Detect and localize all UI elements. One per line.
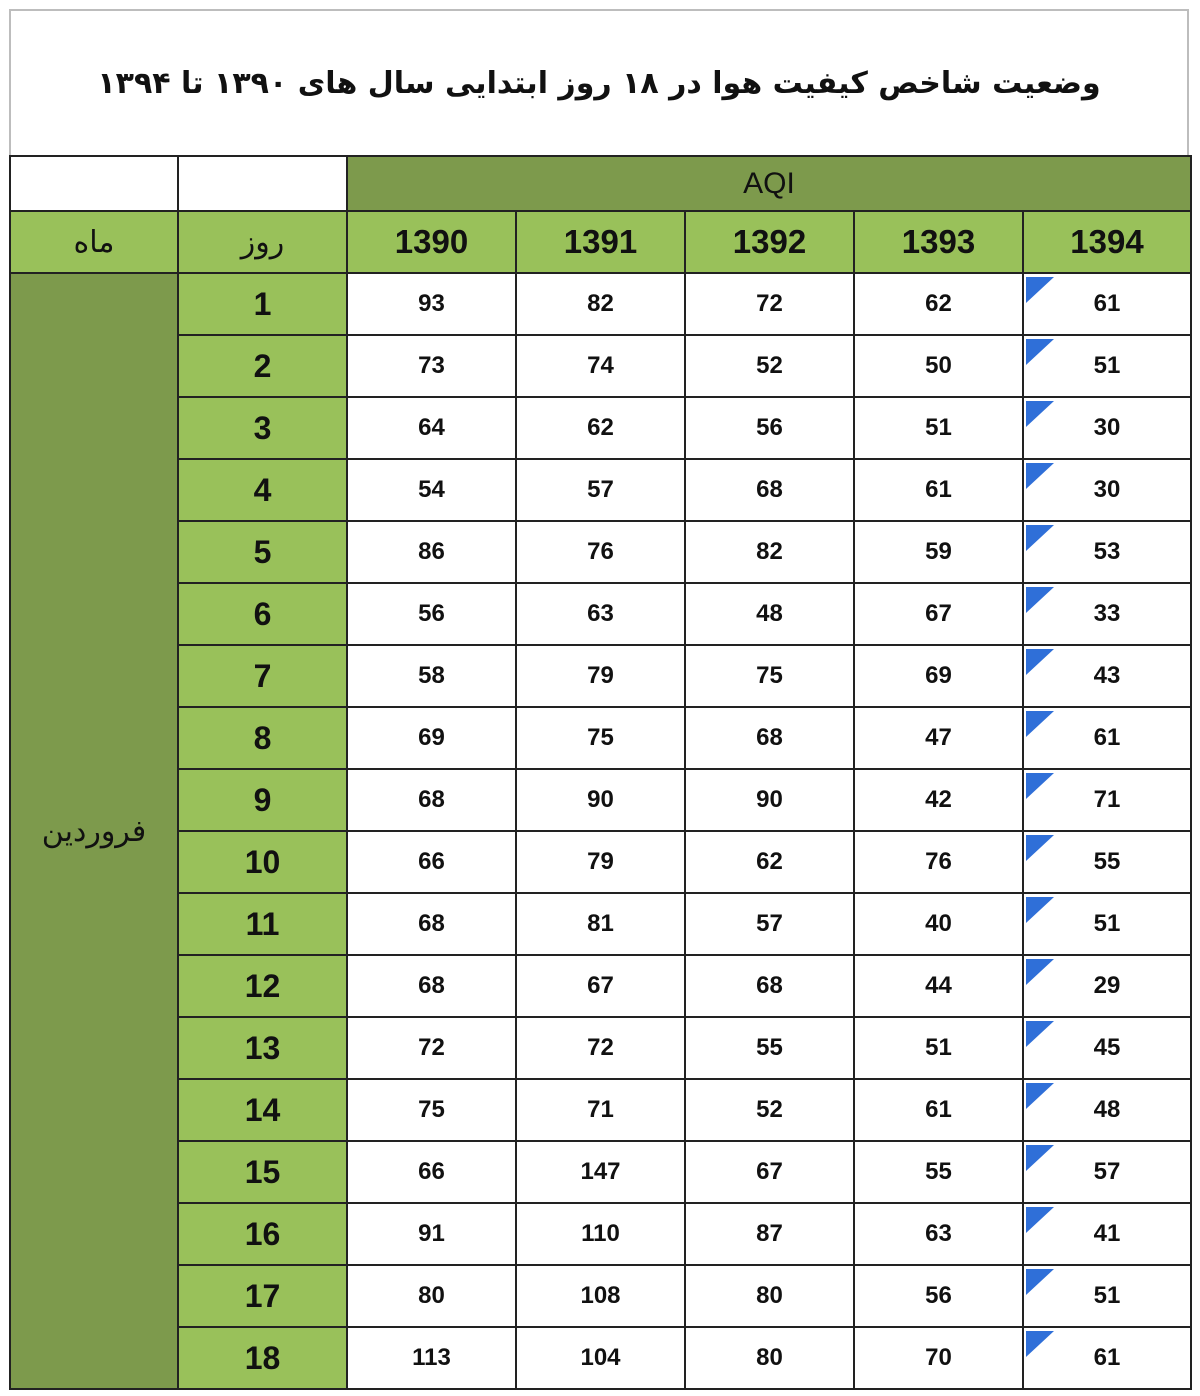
aqi-value: 56 bbox=[418, 600, 445, 627]
aqi-value: 76 bbox=[925, 848, 952, 875]
aqi-value-cell bbox=[685, 769, 854, 831]
aqi-value-cell bbox=[516, 273, 685, 335]
comment-flag-icon bbox=[1026, 1083, 1054, 1109]
aqi-value-cell bbox=[347, 707, 516, 769]
comment-flag-icon bbox=[1026, 587, 1054, 613]
aqi-value: 108 bbox=[580, 1282, 621, 1309]
aqi-value: 51 bbox=[1093, 352, 1121, 379]
aqi-value: 51 bbox=[1093, 910, 1121, 937]
day-cell: 15 bbox=[178, 1141, 347, 1203]
day-cell: 8 bbox=[178, 707, 347, 769]
aqi-value: 67 bbox=[925, 600, 952, 627]
aqi-value: 61 bbox=[1093, 1344, 1121, 1371]
aqi-value-cell bbox=[347, 1079, 516, 1141]
table-row bbox=[10, 1079, 1191, 1141]
aqi-value-cell bbox=[685, 955, 854, 1017]
aqi-value-cell bbox=[854, 335, 1023, 397]
aqi-value: 67 bbox=[756, 1158, 783, 1185]
aqi-value-cell bbox=[347, 1141, 516, 1203]
table-row bbox=[10, 1327, 1191, 1389]
day-cell: 13 bbox=[178, 1017, 347, 1079]
aqi-value-cell bbox=[1023, 521, 1191, 583]
aqi-value-cell bbox=[516, 521, 685, 583]
aqi-value: 69 bbox=[925, 662, 952, 689]
comment-flag-icon bbox=[1026, 525, 1054, 551]
aqi-value-cell bbox=[685, 1265, 854, 1327]
aqi-value: 91 bbox=[418, 1220, 445, 1247]
aqi-value: 57 bbox=[587, 476, 614, 503]
aqi-value: 55 bbox=[1093, 848, 1121, 875]
comment-flag-icon bbox=[1026, 401, 1054, 427]
aqi-value-cell bbox=[347, 521, 516, 583]
blank-cell bbox=[178, 156, 347, 211]
aqi-value: 29 bbox=[1093, 972, 1121, 999]
aqi-value: 93 bbox=[418, 290, 445, 317]
aqi-value-cell bbox=[1023, 1079, 1191, 1141]
comment-flag-icon bbox=[1026, 897, 1054, 923]
aqi-value: 68 bbox=[418, 786, 445, 813]
table-row bbox=[10, 955, 1191, 1017]
aqi-value-cell bbox=[516, 1327, 685, 1389]
page-title: وضعیت شاخص کیفیت هوا در ۱۸ روز ابتدایی سال های ۱۳۹۰ تا ۱۳۹۴ bbox=[97, 65, 1101, 101]
table-row bbox=[10, 1017, 1191, 1079]
aqi-value-cell bbox=[516, 769, 685, 831]
aqi-value-cell bbox=[854, 273, 1023, 335]
aqi-value: 64 bbox=[418, 414, 445, 441]
year-header-1390: 1390 bbox=[347, 211, 516, 273]
aqi-value-cell bbox=[854, 1017, 1023, 1079]
comment-flag-icon bbox=[1026, 1207, 1054, 1233]
aqi-value: 70 bbox=[925, 1344, 952, 1371]
aqi-value-cell bbox=[685, 1017, 854, 1079]
aqi-value: 82 bbox=[756, 538, 783, 565]
aqi-value: 61 bbox=[1093, 724, 1121, 751]
aqi-value: 53 bbox=[1093, 538, 1121, 565]
table-row bbox=[10, 1141, 1191, 1203]
aqi-value-cell bbox=[685, 1203, 854, 1265]
aqi-value-cell bbox=[854, 1203, 1023, 1265]
aqi-value-cell bbox=[685, 1141, 854, 1203]
aqi-value: 47 bbox=[925, 724, 952, 751]
aqi-value-cell bbox=[854, 1079, 1023, 1141]
aqi-value: 55 bbox=[925, 1158, 952, 1185]
aqi-value-cell bbox=[854, 459, 1023, 521]
comment-flag-icon bbox=[1026, 1145, 1054, 1171]
aqi-value: 62 bbox=[756, 848, 783, 875]
day-cell: 2 bbox=[178, 335, 347, 397]
aqi-value-cell bbox=[1023, 645, 1191, 707]
year-header-1393: 1393 bbox=[854, 211, 1023, 273]
aqi-value-cell bbox=[685, 397, 854, 459]
aqi-value-cell bbox=[854, 521, 1023, 583]
aqi-value-cell bbox=[854, 583, 1023, 645]
aqi-value: 72 bbox=[587, 1034, 614, 1061]
aqi-value-cell bbox=[685, 459, 854, 521]
aqi-value: 71 bbox=[1093, 786, 1121, 813]
aqi-value-cell bbox=[854, 831, 1023, 893]
table-row bbox=[10, 707, 1191, 769]
aqi-value: 73 bbox=[418, 352, 445, 379]
aqi-value-cell bbox=[685, 893, 854, 955]
aqi-value: 110 bbox=[581, 1220, 620, 1247]
day-cell: 10 bbox=[178, 831, 347, 893]
aqi-value-cell bbox=[516, 1017, 685, 1079]
aqi-value: 75 bbox=[587, 724, 614, 751]
aqi-value: 52 bbox=[756, 352, 783, 379]
aqi-value-cell bbox=[685, 521, 854, 583]
aqi-value: 113 bbox=[412, 1344, 451, 1371]
day-cell: 18 bbox=[178, 1327, 347, 1389]
aqi-value-cell bbox=[685, 583, 854, 645]
table-row bbox=[10, 1203, 1191, 1265]
aqi-value: 56 bbox=[925, 1282, 952, 1309]
aqi-value-cell bbox=[347, 1265, 516, 1327]
aqi-value-cell bbox=[1023, 459, 1191, 521]
aqi-value-cell bbox=[1023, 831, 1191, 893]
table-row bbox=[10, 335, 1191, 397]
aqi-value: 68 bbox=[756, 972, 783, 999]
day-cell: 14 bbox=[178, 1079, 347, 1141]
aqi-value-cell bbox=[854, 1265, 1023, 1327]
aqi-value-cell bbox=[1023, 583, 1191, 645]
aqi-value: 90 bbox=[756, 786, 783, 813]
table-row bbox=[10, 1265, 1191, 1327]
aqi-value: 30 bbox=[1093, 476, 1121, 503]
table-row bbox=[10, 645, 1191, 707]
table-row bbox=[10, 831, 1191, 893]
table-row bbox=[10, 893, 1191, 955]
aqi-value-cell bbox=[854, 893, 1023, 955]
aqi-value: 75 bbox=[418, 1096, 445, 1123]
aqi-value: 80 bbox=[756, 1282, 783, 1309]
aqi-value-cell bbox=[1023, 1327, 1191, 1389]
day-cell: 6 bbox=[178, 583, 347, 645]
aqi-value: 80 bbox=[756, 1344, 783, 1371]
aqi-value: 57 bbox=[1093, 1158, 1121, 1185]
aqi-value-cell bbox=[685, 273, 854, 335]
aqi-value-cell bbox=[347, 397, 516, 459]
aqi-value: 44 bbox=[925, 972, 952, 999]
aqi-value-cell bbox=[854, 707, 1023, 769]
table-row bbox=[10, 521, 1191, 583]
table-row bbox=[10, 273, 1191, 335]
aqi-value-cell bbox=[516, 335, 685, 397]
aqi-value: 63 bbox=[587, 600, 614, 627]
aqi-value-cell bbox=[685, 831, 854, 893]
aqi-value-cell bbox=[347, 583, 516, 645]
year-header-1391: 1391 bbox=[516, 211, 685, 273]
day-cell: 9 bbox=[178, 769, 347, 831]
aqi-value: 67 bbox=[587, 972, 614, 999]
aqi-value: 72 bbox=[418, 1034, 445, 1061]
day-cell: 17 bbox=[178, 1265, 347, 1327]
aqi-value: 58 bbox=[418, 662, 445, 689]
aqi-value: 80 bbox=[418, 1282, 445, 1309]
aqi-value: 68 bbox=[756, 724, 783, 751]
aqi-value-cell bbox=[347, 335, 516, 397]
aqi-value: 69 bbox=[418, 724, 445, 751]
comment-flag-icon bbox=[1026, 773, 1054, 799]
table-row bbox=[10, 583, 1191, 645]
aqi-value: 55 bbox=[756, 1034, 783, 1061]
aqi-value-cell bbox=[516, 1265, 685, 1327]
aqi-value-cell bbox=[1023, 1141, 1191, 1203]
aqi-value-cell bbox=[347, 459, 516, 521]
comment-flag-icon bbox=[1026, 1331, 1054, 1357]
aqi-value: 82 bbox=[587, 290, 614, 317]
aqi-value-cell bbox=[1023, 335, 1191, 397]
comment-flag-icon bbox=[1026, 711, 1054, 737]
aqi-value-cell bbox=[854, 645, 1023, 707]
aqi-value: 90 bbox=[587, 786, 614, 813]
aqi-value-cell bbox=[685, 707, 854, 769]
aqi-value-cell bbox=[347, 1327, 516, 1389]
aqi-value: 42 bbox=[925, 786, 952, 813]
aqi-value: 81 bbox=[587, 910, 614, 937]
day-cell: 12 bbox=[178, 955, 347, 1017]
aqi-value: 40 bbox=[925, 910, 952, 937]
aqi-value-cell bbox=[516, 583, 685, 645]
aqi-value: 68 bbox=[418, 972, 445, 999]
aqi-value-cell bbox=[347, 769, 516, 831]
aqi-value-cell bbox=[347, 955, 516, 1017]
aqi-value-cell bbox=[347, 1017, 516, 1079]
year-header-1392: 1392 bbox=[685, 211, 854, 273]
aqi-value: 33 bbox=[1093, 600, 1121, 627]
aqi-value: 61 bbox=[925, 476, 952, 503]
table-row bbox=[10, 397, 1191, 459]
aqi-value: 45 bbox=[1093, 1034, 1121, 1061]
aqi-value: 61 bbox=[1093, 290, 1121, 317]
aqi-value: 48 bbox=[1093, 1096, 1121, 1123]
aqi-value: 79 bbox=[587, 662, 614, 689]
aqi-value: 86 bbox=[418, 538, 445, 565]
day-cell: 11 bbox=[178, 893, 347, 955]
aqi-value: 68 bbox=[418, 910, 445, 937]
aqi-value: 66 bbox=[418, 1158, 445, 1185]
day-cell: 3 bbox=[178, 397, 347, 459]
aqi-value-cell bbox=[854, 1327, 1023, 1389]
aqi-value-cell bbox=[685, 645, 854, 707]
aqi-value-cell bbox=[685, 1079, 854, 1141]
aqi-value: 30 bbox=[1093, 414, 1121, 441]
aqi-value-cell bbox=[516, 1203, 685, 1265]
aqi-value: 74 bbox=[587, 352, 614, 379]
aqi-value-cell bbox=[1023, 955, 1191, 1017]
aqi-value-cell bbox=[516, 893, 685, 955]
aqi-value-cell bbox=[854, 1141, 1023, 1203]
aqi-value: 57 bbox=[756, 910, 783, 937]
aqi-value: 63 bbox=[925, 1220, 952, 1247]
aqi-value-cell bbox=[854, 955, 1023, 1017]
day-cell: 16 bbox=[178, 1203, 347, 1265]
aqi-value-cell bbox=[516, 1079, 685, 1141]
aqi-value: 62 bbox=[925, 290, 952, 317]
aqi-value-cell bbox=[347, 893, 516, 955]
aqi-value: 56 bbox=[756, 414, 783, 441]
day-cell: 1 bbox=[178, 273, 347, 335]
aqi-value-cell bbox=[516, 397, 685, 459]
aqi-value: 66 bbox=[418, 848, 445, 875]
aqi-table bbox=[9, 155, 1192, 1390]
aqi-value-cell bbox=[516, 1141, 685, 1203]
aqi-value: 104 bbox=[580, 1344, 621, 1371]
aqi-value: 43 bbox=[1093, 662, 1121, 689]
aqi-value-cell bbox=[1023, 769, 1191, 831]
comment-flag-icon bbox=[1026, 463, 1054, 489]
aqi-value: 147 bbox=[580, 1158, 621, 1185]
aqi-value-cell bbox=[516, 645, 685, 707]
aqi-value-cell bbox=[685, 1327, 854, 1389]
blank-cell bbox=[10, 156, 178, 211]
aqi-value-cell bbox=[1023, 707, 1191, 769]
aqi-value: 48 bbox=[756, 600, 783, 627]
comment-flag-icon bbox=[1026, 1021, 1054, 1047]
aqi-value-cell bbox=[516, 831, 685, 893]
aqi-value: 76 bbox=[587, 538, 614, 565]
aqi-value-cell bbox=[516, 707, 685, 769]
aqi-value-cell bbox=[1023, 273, 1191, 335]
aqi-value: 75 bbox=[756, 662, 783, 689]
month-header: ماه bbox=[10, 211, 178, 273]
aqi-value: 51 bbox=[1093, 1282, 1121, 1309]
aqi-value-cell bbox=[516, 459, 685, 521]
aqi-value: 87 bbox=[756, 1220, 783, 1247]
aqi-value-cell bbox=[347, 273, 516, 335]
aqi-value: 72 bbox=[756, 290, 783, 317]
aqi-value: 51 bbox=[925, 414, 952, 441]
comment-flag-icon bbox=[1026, 1269, 1054, 1295]
aqi-value: 52 bbox=[756, 1096, 783, 1123]
comment-flag-icon bbox=[1026, 649, 1054, 675]
day-cell: 5 bbox=[178, 521, 347, 583]
day-cell: 4 bbox=[178, 459, 347, 521]
comment-flag-icon bbox=[1026, 835, 1054, 861]
aqi-value: 79 bbox=[587, 848, 614, 875]
aqi-value: 59 bbox=[925, 538, 952, 565]
aqi-value-cell bbox=[854, 397, 1023, 459]
year-header-1394: 1394 bbox=[1023, 211, 1191, 273]
month-cell: فروردین bbox=[10, 273, 178, 1389]
aqi-header: AQI bbox=[347, 156, 1191, 211]
aqi-value-cell bbox=[516, 955, 685, 1017]
aqi-value: 41 bbox=[1093, 1220, 1121, 1247]
table-row bbox=[10, 769, 1191, 831]
aqi-value-cell bbox=[347, 831, 516, 893]
comment-flag-icon bbox=[1026, 277, 1054, 303]
aqi-value: 54 bbox=[418, 476, 445, 503]
comment-flag-icon bbox=[1026, 339, 1054, 365]
aqi-value-cell bbox=[347, 1203, 516, 1265]
aqi-value-cell bbox=[854, 769, 1023, 831]
table-row bbox=[10, 459, 1191, 521]
aqi-value: 50 bbox=[925, 352, 952, 379]
aqi-value-cell bbox=[1023, 1017, 1191, 1079]
aqi-value: 61 bbox=[925, 1096, 952, 1123]
comment-flag-icon bbox=[1026, 959, 1054, 985]
aqi-value: 68 bbox=[756, 476, 783, 503]
aqi-value-cell bbox=[347, 645, 516, 707]
aqi-value-cell bbox=[1023, 1265, 1191, 1327]
aqi-value: 71 bbox=[587, 1096, 614, 1123]
day-cell: 7 bbox=[178, 645, 347, 707]
aqi-value-cell bbox=[1023, 893, 1191, 955]
aqi-value-cell bbox=[1023, 1203, 1191, 1265]
aqi-value-cell bbox=[685, 335, 854, 397]
aqi-value: 51 bbox=[925, 1034, 952, 1061]
day-header: روز bbox=[178, 211, 347, 273]
aqi-value: 62 bbox=[587, 414, 614, 441]
aqi-value-cell bbox=[1023, 397, 1191, 459]
